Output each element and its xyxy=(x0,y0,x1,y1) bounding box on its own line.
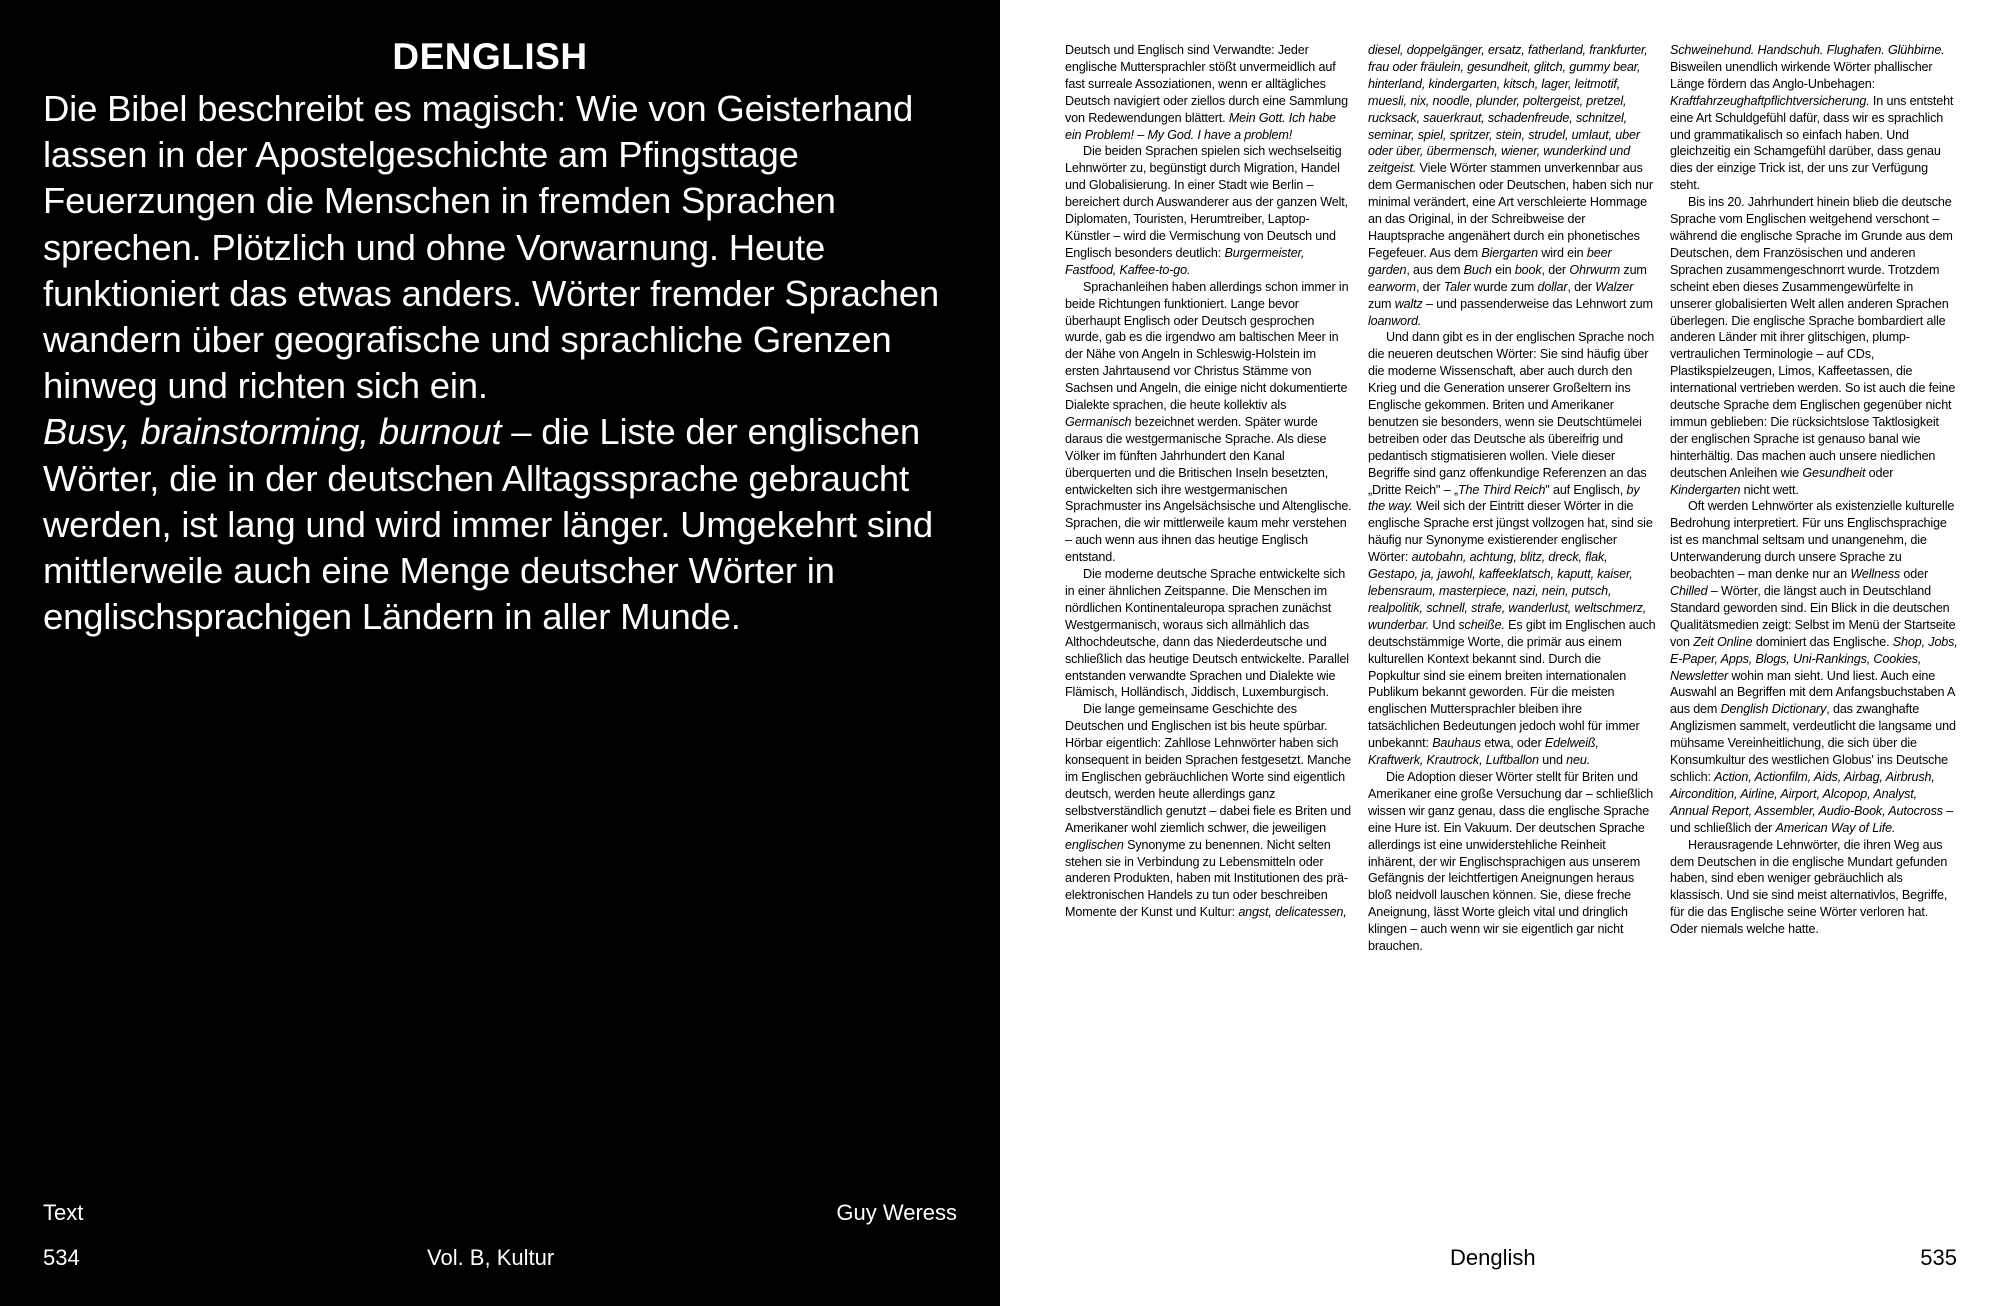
text-column-1 xyxy=(1065,42,1353,921)
italic-run: Bauhaus xyxy=(1432,736,1481,751)
italic-run: Germanisch xyxy=(1065,414,1132,429)
italic-run: Walzer xyxy=(1595,279,1634,294)
body-paragraph: Sprachanleihen haben allerdings schon immer in beide Richtungen funktioniert. Lange bevor überhaupt Englisch oder Deutsch gesprochen wurde, gab es die irgendwo am baltischen Meer in der Nähe von Angeln in Schleswig-Holstein im ersten Jahrtausend vor Christus Stämme von Sachsen und Angeln, die einige nicht dokumentierte Dialekte sprachen, die heute kollektiv als Germanisch bezeichnet werden. Später wurde daraus die westgermanische Sprache. Als diese Völker im fünften Jahrhundert den Kanal überquerten und die Britischen Inseln besetzten, entwickelten sich ihre westgermanischen Sprachmuster ins Angelsächsische und Altenglische. Sprachen, die wir mittlerweile kaum mehr verstehen – auch wenn aus ihnen das heutige Englisch entstand. xyxy=(1065,279,1352,565)
volume-label: Vol. B, Kultur xyxy=(427,1245,555,1270)
body-paragraph: Die beiden Sprachen spielen sich wechselseitig Lehnwörter zu, begünstigt durch Migration, Handel und Globalisierung. In einer Stadt wie Berlin – bereichert durch Auswanderer aus der ganzen Welt, Diplomaten, Touristen, Herumtreiber, Laptop-Künstler – wird die Vermischung von Deutsch und Englisch besonders deutlich: Burgermeister, Fastfood, Kaffee-to-go. xyxy=(1065,144,1348,277)
italic-run: waltz xyxy=(1394,296,1423,311)
text-column-3 xyxy=(1670,42,1958,938)
italic-run: Kraftfahrzeughaftpflichtversicherung. xyxy=(1670,93,1870,108)
italic-run: Buch xyxy=(1463,262,1492,277)
italic-run: loanword. xyxy=(1368,313,1422,328)
italic-run: Busy, brainstorming, burnout xyxy=(43,411,502,453)
italic-run: Wellness xyxy=(1850,567,1901,582)
italic-run: neu. xyxy=(1566,753,1591,768)
italic-run: Ohrwurm xyxy=(1569,262,1621,277)
body-paragraph: Bis ins 20. Jahrhundert hinein blieb die deutsche Sprache vom Englischen weitgehend verschont – während die englische Sprache im Grunde aus dem Deutschen, dem Französischen und anderen Sprachen zusammengeschnorrt wurde. Trotzdem scheint eben dieses Zusammengewürfelte in unserer globalisierten Welt allen anderen Sprachen überlegen. Die englische Sprache bombardiert alle anderen Länder mit ihrer glitschigen, plump-vertraulichen Terminologie – auf CDs, Plastikspielzeugen, Limos, Kaffeetassen, die international vertrieben werden. So ist auch die feine deutsche Sprache dem Englischen gegenüber nicht immun geblieben: Die rücksichtslose Taktlosigkeit der englischen Sprache ist genauso banal wie hinterhältig. Das machen auch unsere niedlichen deutschen Anleihen wie Gesundheit oder Kindergarten nicht wett. xyxy=(1670,195,1956,497)
italic-run: earworm xyxy=(1368,279,1416,294)
page-title: DENGLISH xyxy=(392,36,588,77)
body-paragraph: Die Adoption dieser Wörter stellt für Briten und Amerikaner eine große Versuchung dar – schließlich wissen wir ganz genau, dass die englische Sprache eine Hure ist. Ein Vakuum. Der deutschen Sprache allerdings ist eine unwiderstehliche Reinheit inhärent, der wir Englischsprachigen aus unserem Gefängnis der leichtfertigen Aneignungen heraus bloß neidvoll lauschen können. Sie, diese freche Aneignung, lässt Worte gleich vital und dringlich klingen – auch wenn wir sie eigentlich gar nicht brauchen. xyxy=(1368,769,1654,954)
running-title: Denglish xyxy=(1450,1245,1536,1270)
italic-run: American Way of Life. xyxy=(1775,820,1896,835)
italic-run: Taler xyxy=(1443,279,1471,294)
lead-paragraph: Die Bibel beschreibt es magisch: Wie von Geisterhand lassen in der Apostelgeschichte am Pfingsttage Feuerzungen die Menschen in fremden Sprachen sprechen. Plötzlich und ohne Vorwarnung. Heute funktioniert das etwas anders. Wörter fremder Sprachen wandern über geografische und sprachliche Grenzen hinweg und richten sich ein. xyxy=(43,88,940,407)
italic-run: The Third Reich xyxy=(1457,482,1546,497)
lead-text xyxy=(43,86,943,640)
right-page xyxy=(1000,0,2000,1306)
label-text: Text xyxy=(43,1200,84,1225)
italic-run: Zeit Online xyxy=(1693,634,1753,649)
italic-run: Chilled xyxy=(1670,584,1708,598)
italic-run: Schweinehund. Handschuh. Flughafen. Glühbirne. xyxy=(1670,43,1945,57)
italic-run: Kindergarten xyxy=(1670,482,1741,497)
italic-run: beer garden xyxy=(1368,245,1612,277)
italic-run: Action, Actionfilm, Aids, Airbag, Airbrush, Aircondition, Airline, Airport, Alcopop, Analyst, Annual Report, Assembler, Audio-Book, Autocross xyxy=(1670,769,1943,818)
italic-run: Biergarten xyxy=(1481,245,1538,260)
body-paragraph: Oft werden Lehnwörter als existenzielle kulturelle Bedrohung interpretiert. Für uns Englischsprachige ist es manchmal seltsam und unangenehm, die Unterwanderung durch unsere Sprache zu beobachten – man denke nur an Wellness oder Chilled – Wörter, die längst auch in Deutschland Standard geworden sind. Ein Blick in die deutschen Qualitätsmedien zeigt: Selbst im Menü der Startseite von Zeit Online dominiert das Englische. Shop, Jobs, E-Paper, Apps, Blogs, Uni-Rankings, Cookies, Newsletter wohin man sieht. Und liest. Auch eine Auswahl an Begriffen mit dem Anfangsbuchstaben A aus dem Denglish Dictionary, das zwanghafte Anglizismen sammelt, verdeutlicht die langsame und mühsame Vereinheitlichung, die sich über die Konsumkultur des westlichen Globus' ins Deutsche schlich: Action, Actionfilm, Aids, Airbag, Airbrush, Aircondition, Airline, Airport, Alcopop, Analyst, Annual Report, Assembler, Audio-Book, Autocross – und schließlich der American Way of Life. xyxy=(1670,499,1958,835)
body-paragraph: Herausragende Lehnwörter, die ihren Weg aus dem Deutschen in die englische Mundart gefunden haben, sind eben weniger gebräuchlich als klassisch. Und sie sind meist alternativlos, Begriffe, für die das Englische seine Wörter verloren hat. Oder niemals welche hatte. xyxy=(1670,837,1948,937)
italic-run: Shop, Jobs, E-Paper, Apps, Blogs, Uni-Rankings, Cookies, Newsletter xyxy=(1670,634,1958,683)
body-paragraph: diesel, doppelgänger, ersatz, fatherland, frankfurter, frau oder fräulein, gesundheit, glitch, gummy bear, hinterland, kindergarten, kitsch, lager, leitmotif, muesli, nix, noodle, plunder, poltergeist, pretzel, rucksack, sauerkraut, schadenfreude, schnitzel, seminar, spiel, spritzer, stein, strudel, umlaut, uber oder über, übermensch, wiener, wunderkind und zeitgeist. Viele Wörter stammen unverkennbar aus dem Germanischen oder Deutschen, haben sich nur minimal verändert, eine Art verschleierte Hommage an das Original, in der Schreibweise der Hauptsprache angenähert durch ein phonetisches Fegefeuer. Aus dem Biergarten wird ein beer garden, aus dem Buch ein book, der Ohrwurm zum earworm, der Taler wurde zum dollar, der Walzer zum waltz – und passenderweise das Lehnwort zum loanword. xyxy=(1368,43,1653,328)
body-paragraph: Die moderne deutsche Sprache entwickelte sich in einer ähnlichen Zeitspanne. Die Menschen im nördlichen Kontinentaleuropa sprachen zunächst Westgermanisch, woraus sich allmählich das Althochdeutsche, dann das Niederdeutsche und schließlich das heutige Deutsch entwickelte. Parallel entstanden verwandte Sprachen und Dialekte wie Flämisch, Holländisch, Jiddisch, Luxemburgisch. xyxy=(1065,567,1349,700)
page-number-right: 535 xyxy=(1920,1245,1957,1270)
body-paragraph: Und dann gibt es in der englischen Sprache noch die neueren deutschen Wörter: Sie sind häufig über die moderne Wissenschaft, aber auch durch den Krieg und die Generation unserer Großeltern ins Englische gekommen. Briten und Amerikaner benutzen sie besonders, wenn sie Deutschtümelei betreiben oder das Deutsche als übereifrig und pedantisch stigmatisieren wollen. Viele dieser Begriffe sind ganz offenkundige Referenzen an das „Dritte Reich" – „The Third Reich" auf Englisch, by the way. Weil sich der Eintritt dieser Wörter in die englische Sprache erst jüngst vollzogen hat, sind sie häufig nur Synonyme existierender englischer Wörter: autobahn, achtung, blitz, dreck, flak, Gestapo, ja, jawohl, kaffeeklatsch, kaputt, kaiser, lebensraum, masterpiece, nazi, nein, putsch, realpolitik, schnell, strafe, wanderlust, weltschmerz, wunderbar. Und scheiße. Es gibt im Englischen auch deutschstämmige Worte, die primär aus einem kulturellen Kontext bekannt sind. Durch die Popkultur sind sie einem breiten internationalen Publikum bekannt geworden. Für die meisten englischen Muttersprachler bleiben ihre tatsächlichen Bedeutungen jedoch wohl für immer unbekannt: Bauhaus etwa, oder Edelweiß, Kraftwerk, Krautrock, Luftballon und neu. xyxy=(1368,330,1656,768)
italic-run: dollar xyxy=(1537,279,1568,294)
page-number-left: 534 xyxy=(43,1245,80,1270)
italic-run: Denglish Dictionary xyxy=(1720,702,1827,717)
lead-paragraph: Busy, brainstorming, burnout – die Liste der englischen Wörter, die in der deutschen Alltagssprache gebraucht werden, ist lang und wird immer länger. Umgekehrt sind mittlerweile auch eine Menge deutscher Wörter in englischsprachigen Ländern in aller Munde. xyxy=(43,411,933,638)
italic-run: by the way. xyxy=(1368,482,1640,514)
body-paragraph: Schweinehund. Handschuh. Flughafen. Glühbirne. Bisweilen unendlich wirkende Wörter phallischer Länge fördern das Anglo-Unbehagen: Kraftfahrzeughaftpflichtversicherung. In uns entsteht eine Art Schuldgefühl dafür, dass wir es sprachlich und grammatikalisch so einfach haben. Und gleichzeitig ein Schamgefühl darüber, dass genau dies der einzige Trick ist, der uns zur Verfügung steht. xyxy=(1670,43,1954,193)
body-paragraph: Die lange gemeinsame Geschichte des Deutschen und Englischen ist bis heute spürbar. Hörbar eigentlich: Zahllose Lehnwörter haben sich konsequent in beiden Sprachen festgesetzt. Manche im Englischen gebräuchlichen Worte sind eigentlich deutsch, werden heute allerdings ganz selbstverständlich genutzt – dabei fiele es Briten und Amerikaner wohl ziemlich schwer, die jeweiligen englischen Synonyme zu benennen. Nicht selten stehen sie in Verbindung zu Lebensmitteln oder anderen Produkten, haben mit Institutionen des prä-elektronischen Handels zu tun oder beschreiben Momente der Kunst und Kultur: angst, delicatessen, xyxy=(1065,702,1352,920)
italic-run: Edelweiß, Kraftwerk, Krautrock, Luftballon xyxy=(1368,736,1599,768)
author-name: Guy Weress xyxy=(836,1200,957,1225)
italic-run: book xyxy=(1514,262,1542,277)
italic-run: angst, delicatessen, xyxy=(1238,905,1347,920)
italic-run: Gesundheit xyxy=(1802,465,1866,480)
italic-run: Burgermeister, Fastfood, Kaffee-to-go. xyxy=(1065,245,1305,277)
italic-run: Mein Gott. Ich habe ein Problem! – My God. I have a problem! xyxy=(1065,110,1336,142)
body-paragraph: Deutsch und Englisch sind Verwandte: Jeder englische Muttersprachler stößt unvermeidlich auf fast surreale Assoziationen, wenn er alltägliches Deutsch navigiert oder ziellos durch eine Sammlung von Redewendungen blättert. Mein Gott. Ich habe ein Problem! – My God. I have a problem! xyxy=(1065,43,1349,142)
italic-run: diesel, doppelgänger, ersatz, fatherland, frankfurter, frau oder fräulein, gesundheit, glitch, gummy bear, hinterland, kindergarten, kitsch, lager, leitmotif, muesli, nix, noodle, plunder, poltergeist, pretzel, rucksack, sauerkraut, schadenfreude, schnitzel, seminar, spiel, spritzer, stein, strudel, umlaut, uber oder über, übermensch, wiener, wunderkind und zeitgeist. xyxy=(1368,43,1648,176)
text-column-2 xyxy=(1368,42,1656,955)
italic-run: scheiße. xyxy=(1458,617,1505,632)
italic-run: autobahn, achtung, blitz, dreck, flak, Gestapo, ja, jawohl, kaffeeklatsch, kaputt, kaiser, lebensraum, masterpiece, nazi, nein, putsch, realpolitik, schnell, strafe, wanderlust, weltschmerz, wunderbar. xyxy=(1368,550,1647,632)
italic-run: englischen xyxy=(1065,837,1124,852)
